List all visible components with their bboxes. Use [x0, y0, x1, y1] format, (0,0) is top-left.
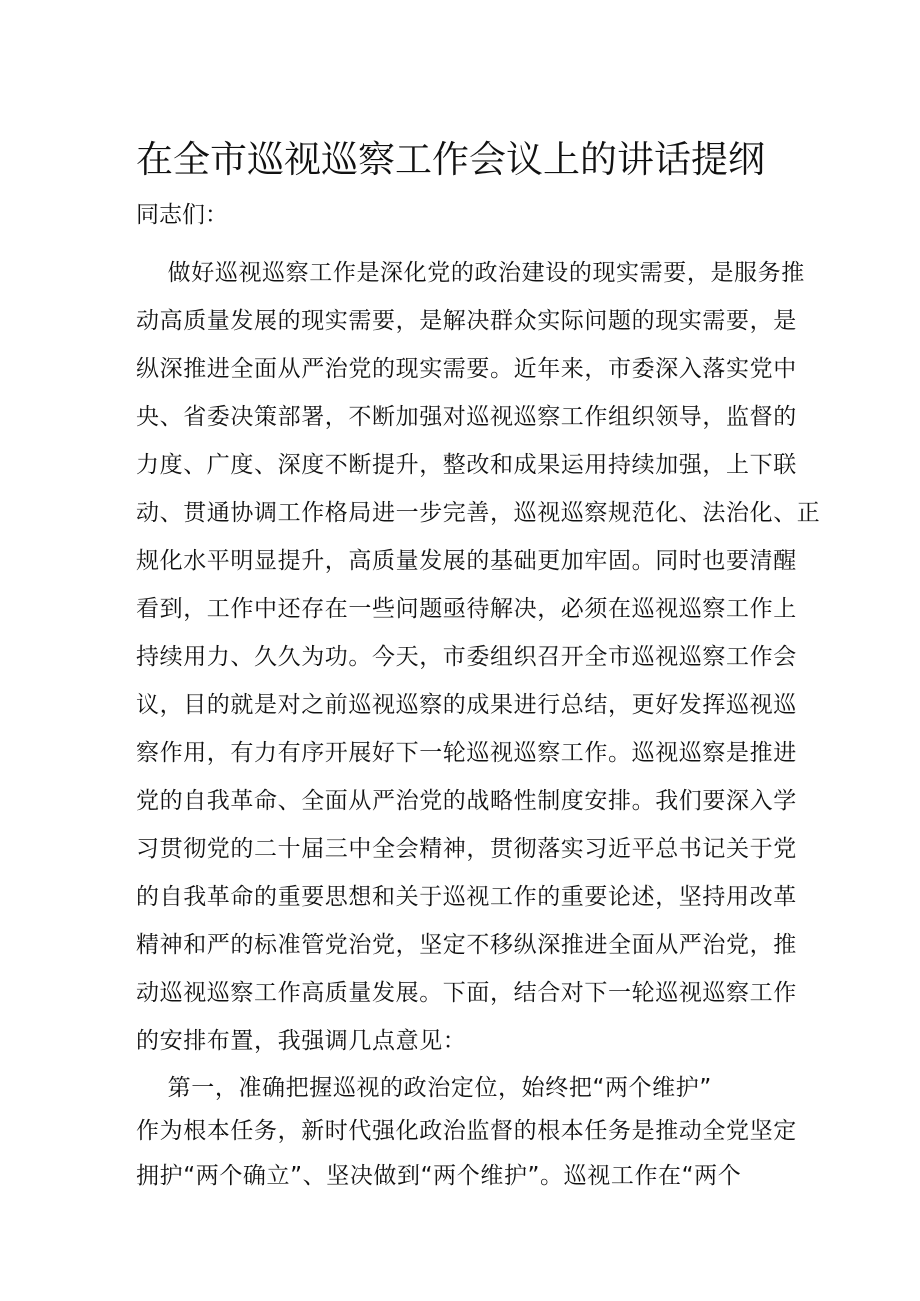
text-line: 作为根本任务，新时代强化政治监督的根本任务是推动全党坚定 — [136, 1118, 797, 1144]
section-heading-line: 第一，准确把握巡视的政治定位，始终把“两个维护” — [136, 1075, 712, 1101]
text-line: 动、贯通协调工作格局进一步完善，巡视巡察规范化、法治化、正 — [136, 500, 821, 526]
text-line: 党的自我革命、全面从严治党的战略性制度安排。我们要深入学 — [136, 788, 797, 814]
text-line: 议，目的就是对之前巡视巡察的成果进行总结，更好发挥巡视巡 — [136, 692, 797, 718]
text-line: 拥护“两个确立”、坚决做到“两个维护”。巡视工作在“两个 — [136, 1163, 742, 1189]
text-line: 动巡视巡察工作高质量发展。下面，结合对下一轮巡视巡察工作 — [136, 980, 797, 1006]
text-line: 持续用力、久久为功。今天，市委组织召开全市巡视巡察工作会 — [136, 644, 797, 670]
text-line: 习贯彻党的二十届三中全会精神，贯彻落实习近平总书记关于党 — [136, 836, 797, 862]
salutation: 同志们： — [136, 202, 228, 228]
text-line: 精神和严的标准管党治党，坚定不移纵深推进全面从严治党，推 — [136, 932, 797, 958]
paragraph-intro — [136, 249, 821, 1065]
text-line: 力度、广度、深度不断提升，整改和成果运用持续加强，上下联 — [136, 452, 797, 478]
text-line: 看到，工作中还存在一些问题亟待解决，必须在巡视巡察工作上 — [136, 596, 797, 622]
text-line: 规化水平明显提升，高质量发展的基础更加牢固。同时也要清醒 — [136, 548, 797, 574]
text-line: 动高质量发展的现实需要，是解决群众实际问题的现实需要，是 — [136, 308, 797, 334]
text-line: 的自我革命的重要思想和关于巡视工作的重要论述，坚持用改革 — [136, 884, 797, 910]
text-line: 央、省委决策部署，不断加强对巡视巡察工作组织领导，监督的 — [136, 404, 797, 430]
text-line: 察作用，有力有序开展好下一轮巡视巡察工作。巡视巡察是推进 — [136, 740, 797, 766]
text-line: 的安排布置，我强调几点意见： — [136, 1028, 467, 1054]
text-line: 做好巡视巡察工作是深化党的政治建设的现实需要，是服务推 — [136, 260, 805, 286]
document-title: 在全市巡视巡察工作会议上的讲话提纲 — [136, 138, 765, 181]
text-line: 纵深推进全面从严治党的现实需要。近年来，市委深入落实党中 — [136, 356, 797, 382]
paragraph-point-one — [136, 1067, 796, 1199]
